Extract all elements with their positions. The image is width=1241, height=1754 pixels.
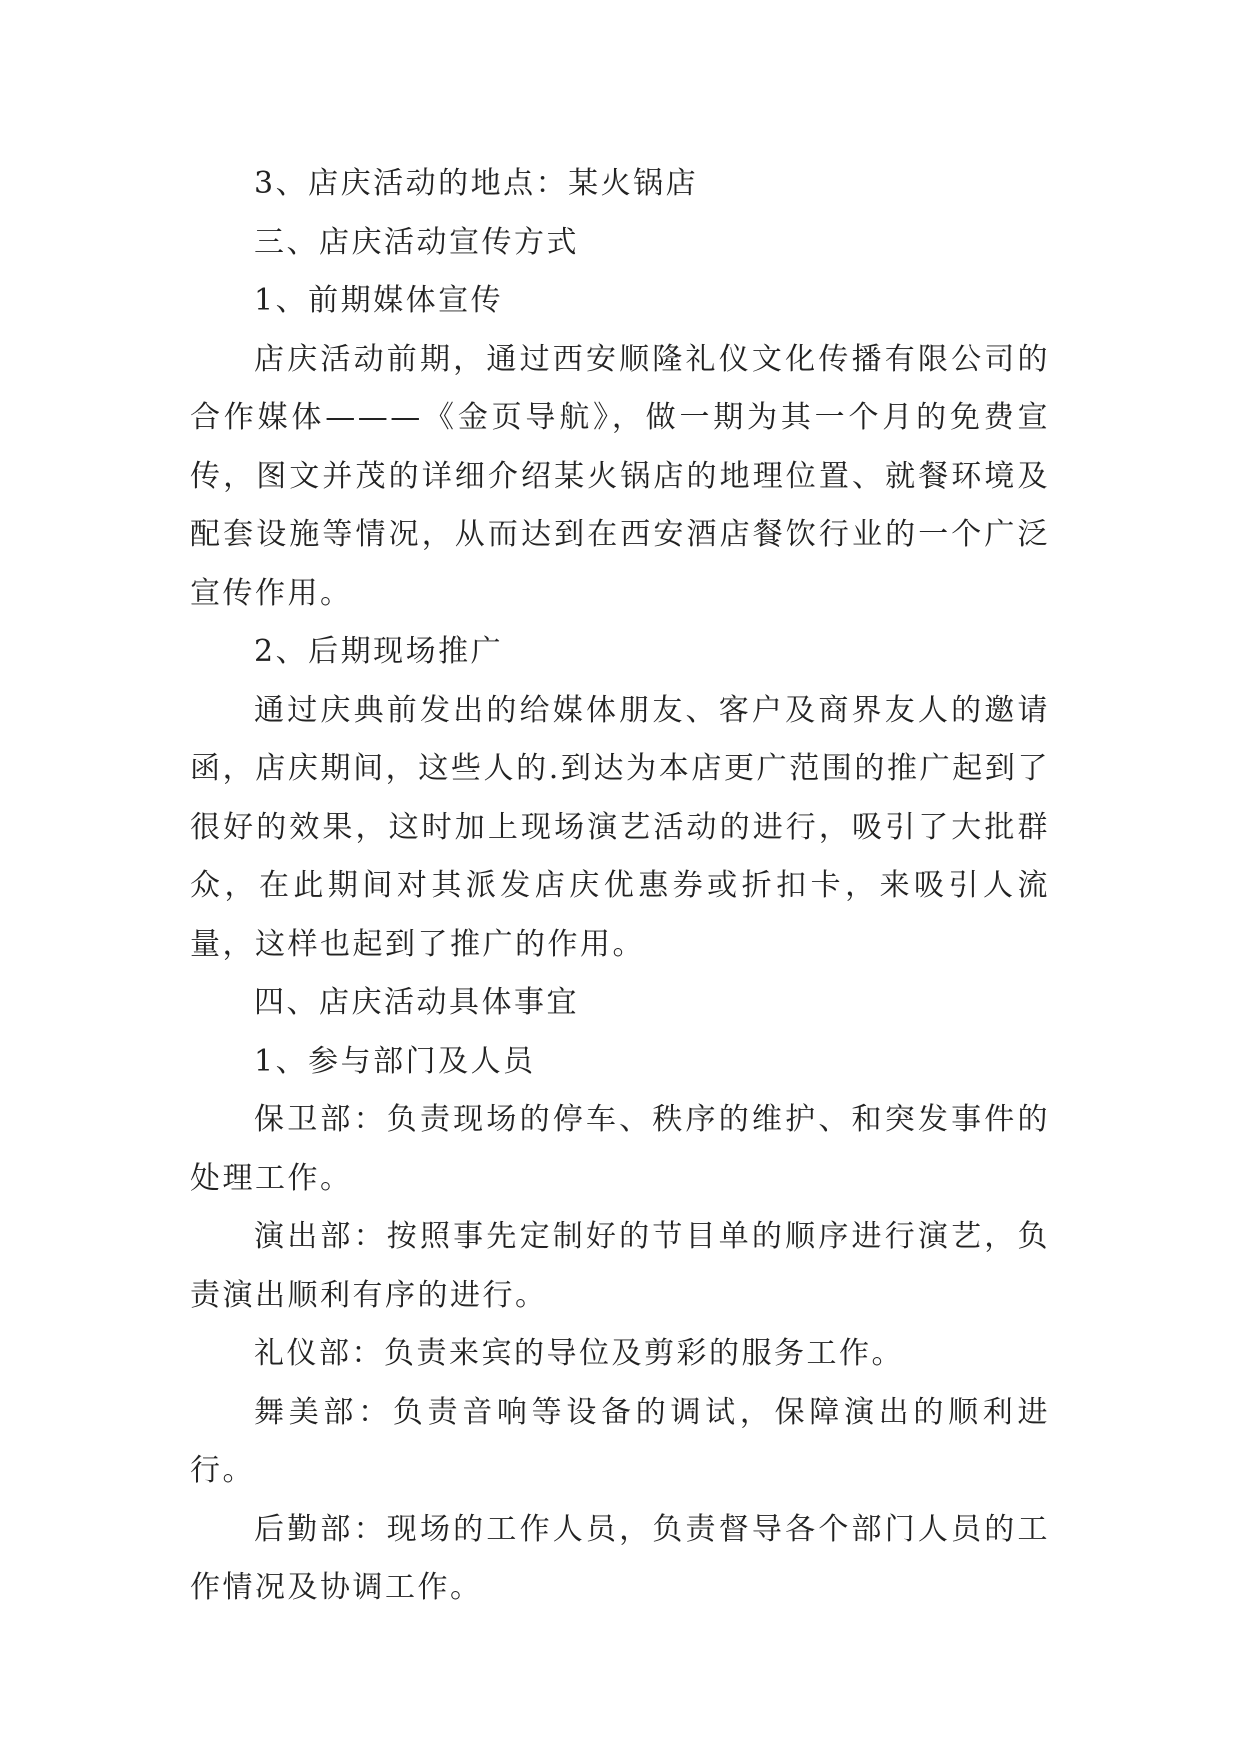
paragraph-performance-dept: 演出部：按照事先定制好的节目单的顺序进行演艺，负责演出顺利有序的进行。: [190, 1219, 1050, 1313]
paragraph-logistics-dept: 后勤部：现场的工作人员，负责督导各个部门人员的工作情况及协调工作。: [190, 1511, 1050, 1605]
paragraph-etiquette-dept: 礼仪部：负责来宾的导位及剪彩的服务工作。: [254, 1336, 904, 1371]
subheading-onsite-promotion: 2、后期现场推广: [254, 634, 504, 669]
subheading-departments: 1、参与部门及人员: [254, 1043, 536, 1079]
section-heading-promotion: 三、店庆活动宣传方式: [254, 224, 579, 260]
paragraph-stage-dept: 舞美部：负责音响等设备的调试，保障演出的顺利进行。: [190, 1394, 1050, 1488]
section-heading-details: 四、店庆活动具体事宜: [254, 985, 579, 1020]
paragraph-media-promotion: 店庆活动前期，通过西安顺隆礼仪文化传播有限公司的合作媒体———《金页导航》，做一期为其一个月的免费宣传，图文并茂的详细介绍某火锅店的地理位置、就餐环境及配套设施等情况，从而达到在西安酒店餐饮行业的一个广泛宣传作用。: [190, 341, 1050, 611]
paragraph-onsite-promotion: 通过庆典前发出的给媒体朋友、客户及商界友人的邀请函，店庆期间，这些人的.到达为本店更广范围的推广起到了很好的效果，这时加上现场演艺活动的进行，吸引了大批群众，在此期间对其派发店庆优惠券或折扣卡，来吸引人流量，这样也起到了推广的作用。: [190, 692, 1050, 962]
subheading-media-promotion: 1、前期媒体宣传: [254, 283, 504, 318]
document-body: [190, 155, 1050, 1618]
paragraph-venue: 3、店庆活动的地点：某火锅店: [254, 166, 699, 201]
paragraph-security-dept: 保卫部：负责现场的停车、秩序的维护、和突发事件的处理工作。: [190, 1102, 1050, 1196]
